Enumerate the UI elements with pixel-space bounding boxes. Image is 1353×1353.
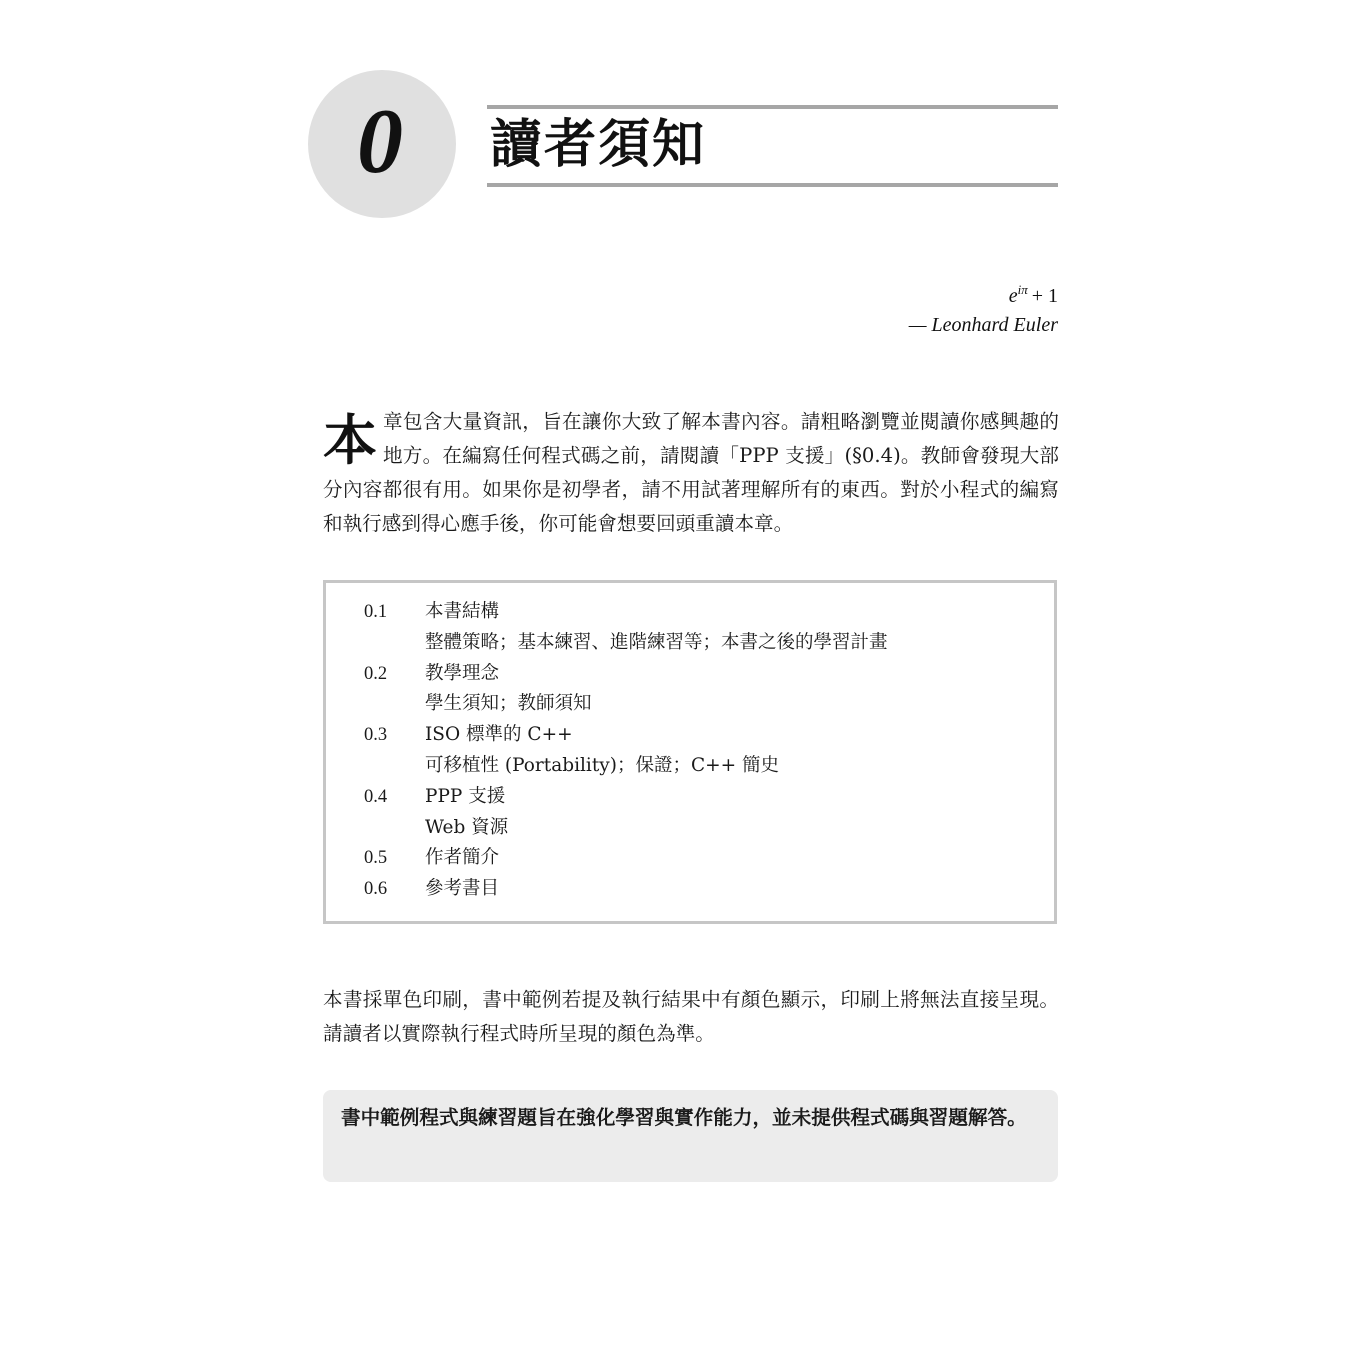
contents-entry-number: 0.5 [364,848,388,869]
formula-base: e [1008,285,1018,307]
title-rule-bottom [487,183,1058,187]
contents-entry-title: ISO 標準的 C++ [425,724,573,746]
contents-entry [364,782,888,813]
contents-entry-number: 0.2 [364,663,388,684]
contents-entry [364,720,888,751]
contents-entry-subtopics-text: 可移植性 (Portability)；保證；C++ 簡史 [425,754,779,776]
contents-entry-number: 0.6 [364,879,388,900]
epigraph-formula [909,282,1058,310]
contents-entry-subtopics-text: Web 資源 [425,816,509,838]
contents-entry-subtopics-text: 學生須知；教師須知 [425,693,592,715]
contents-entry-subtopics [364,628,888,659]
color-note-paragraph: 本書採單色印刷，書中範例若提及執行結果中有顏色顯示，印刷上將無法直接呈現。請讀者以實際執行程式時所呈現的顏色為準。 [323,988,1059,1045]
chapter-title: 讀者須知 [490,115,707,175]
contents-entry-title: PPP 支援 [425,785,506,807]
contents-entry-number: 0.4 [364,786,388,807]
contents-list [364,597,888,905]
contents-entry [364,843,888,874]
title-rule-top [487,105,1058,109]
contents-entry-title: 教學理念 [425,662,500,684]
drop-cap: 本 [323,408,377,472]
contents-entry [364,659,888,690]
contents-entry-subtopics [364,751,888,782]
intro-paragraph [323,405,1059,541]
contents-entry-title: 作者簡介 [425,847,500,869]
contents-entry-subtopics-text: 整體策略；基本練習、進階練習等；本書之後的學習計畫 [425,631,888,653]
callout-text: 書中範例程式與練習題旨在強化學習與實作能力，並未提供程式碼與習題解答。 [341,1106,1027,1129]
contents-entry-title: 參考書目 [425,878,500,900]
contents-entry [364,597,888,628]
callout-box [323,1090,1058,1182]
contents-entry [364,874,888,905]
epigraph [909,282,1058,339]
epigraph-attribution: — Leonhard Euler [908,314,1058,336]
chapter-number-badge [308,70,456,218]
chapter-number: 0 [357,90,403,192]
formula-rest: + 1 [1031,285,1058,307]
chapter-contents-box [323,580,1057,924]
contents-entry-number: 0.3 [364,725,388,746]
contents-entry-subtopics [364,689,888,720]
contents-entry-title: 本書結構 [425,601,500,622]
contents-entry-subtopics [364,813,888,844]
contents-entry-number: 0.1 [364,602,388,622]
intro-text: 章包含大量資訊，旨在讓你大致了解本書內容。請粗略瀏覽並閱讀你感興趣的地方。在編寫任何程式碼之前，請閱讀「PPP 支援」(§0.4)。教師會發現大部分內容都很有用。如果你是初學者，請不用試著理解所有的東西。對於小程式的編寫和執行感到得心應手後，你可能會想要回頭重讀本章。 [323,410,1059,535]
formula-exponent: iπ [1017,282,1028,297]
